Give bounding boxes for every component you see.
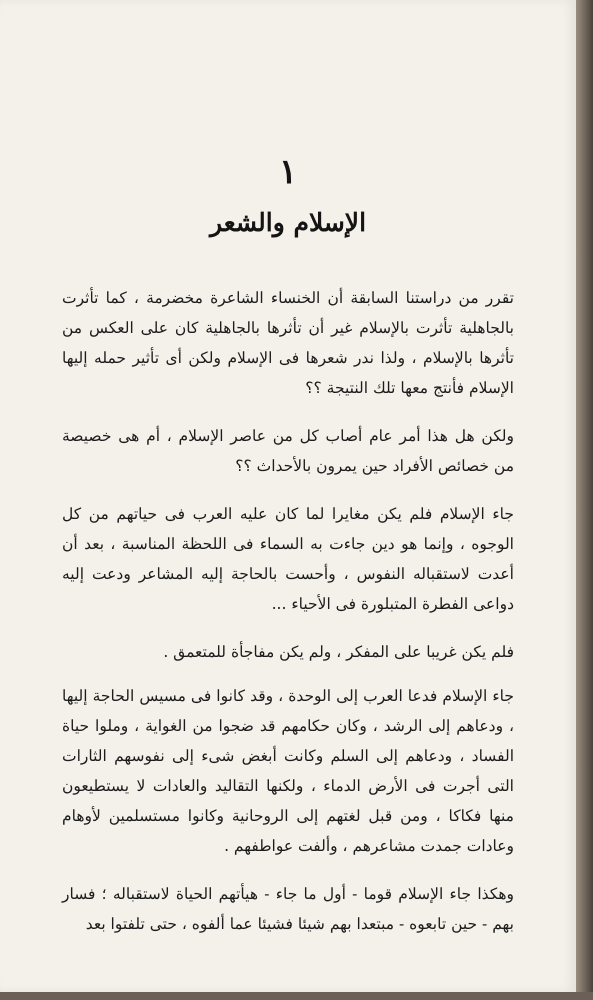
paragraph-2: ولكن هل هذا أمر عام أصاب كل من عاصر الإسلام ، أم هى خصيصة من خصائص الأفراد حين يمرون بالأحداث ؟؟ [62, 427, 514, 475]
body-text [62, 283, 514, 957]
paragraph-6: وهكذا جاء الإسلام قوما - أول ما جاء - هيأتهم الحياة لاستقباله ؛ فسار بهم - حين تابعوه - مبتعدا بهم شيئا فشيئا عما ألفوه ، حتى تلفتوا بعد [62, 885, 514, 933]
paragraph-5: جاء الإسلام فدعا العرب إلى الوحدة ، وقد كانوا فى مسيس الحاجة إليها ، ودعاهم إلى الرشد ، وكان حكامهم قد ضجوا من الغواية ، وملوا حياة الفساد ، ودعاهم إلى السلم وكانت أبغض شىء إلى نفوسهم الثارات التى أجرت فى الأرض الدماء ، ولكنها التقاليد والعادات لا يستطيعون منها فكاكا ، ومن قبل لغتهم إلى الروحانية وكانوا مستسلمين لأوهام وعادات جمدت مشاعرهم ، وألفت عواطفهم . [62, 687, 514, 855]
paragraph-1: تقرر من دراستنا السابقة أن الخنساء الشاعرة مخضرمة ، كما تأثرت بالجاهلية تأثرت بالإسلام غير أن تأثرها بالجاهلية كان على العكس من تأثرها بالإسلام ، ولذا ندر شعرها فى الإسلام ولكن أى تأثير حمله إليها الإسلام فأنتج معها تلك النتيجة ؟؟ [62, 289, 514, 397]
chapter-number: ١ [278, 152, 298, 192]
book-spine-edge [576, 0, 593, 1000]
paragraph-4: فلم يكن غريبا على المفكر ، ولم يكن مفاجأة للمتعمق . [163, 643, 514, 661]
chapter-title: الإسلام والشعر [209, 208, 367, 237]
page-bottom-edge [0, 992, 593, 1000]
paragraph-3: جاء الإسلام فلم يكن مغايرا لما كان عليه العرب فى حياتهم من كل الوجوه ، وإنما هو دين جاءت به السماء فى اللحظة المناسبة ، بعد أن أعدت لاستقباله النفوس ، وأحست بالحاجة إليه المشاعر ودعت إليه دواعى الفطرة المتبلورة فى الأحياء ... [62, 505, 514, 613]
